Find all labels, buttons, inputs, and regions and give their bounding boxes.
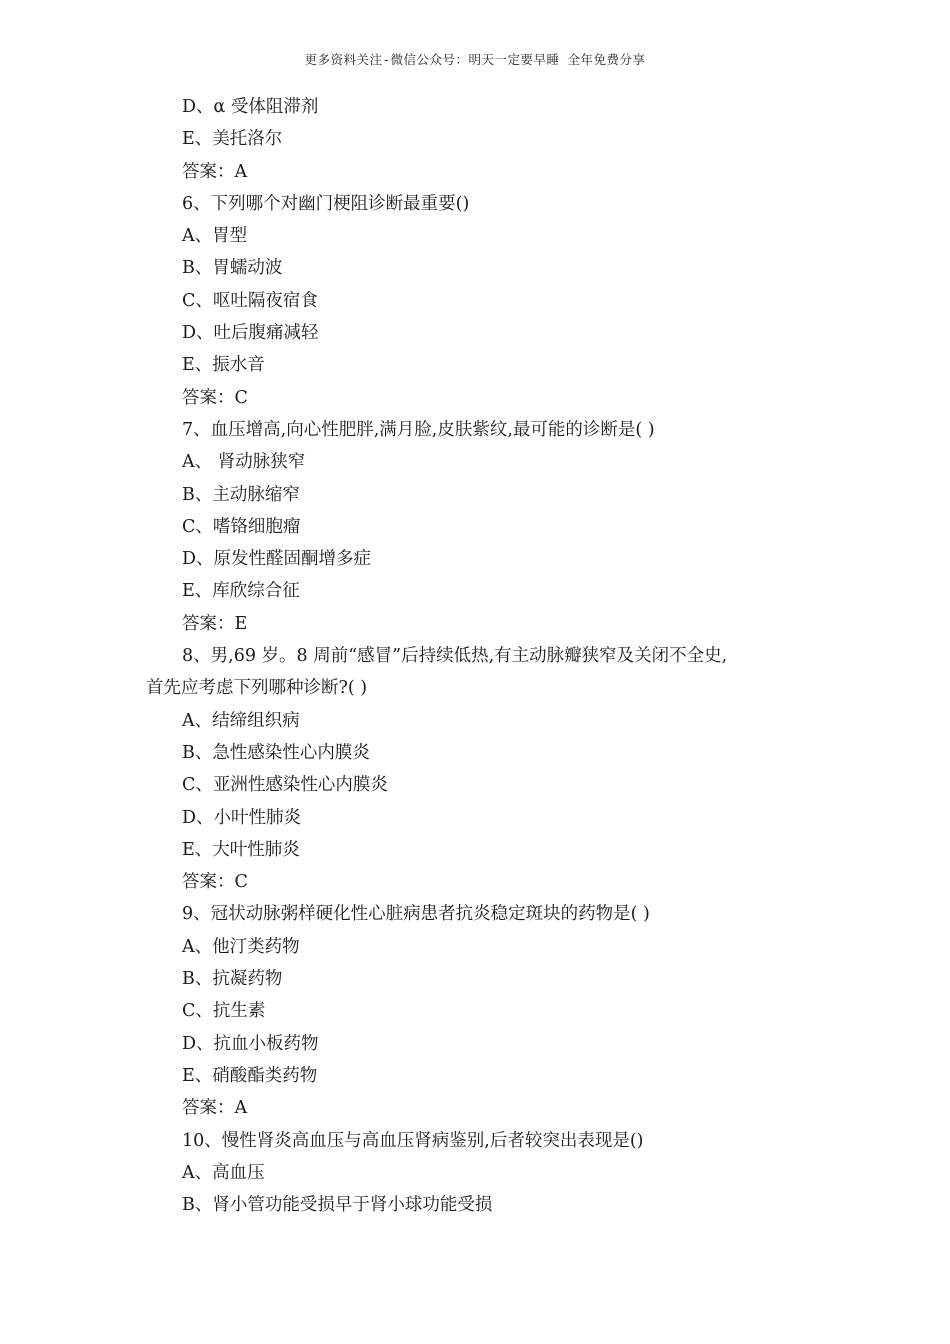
option-line: D、小叶性肺炎 xyxy=(182,807,302,828)
option-line: A、胃型 xyxy=(182,226,248,247)
question-line: 8、男,69 岁。8 周前“感冒”后持续低热,有主动脉瓣狭窄及关闭不全史, xyxy=(182,646,728,667)
option-line: B、主动脉缩窄 xyxy=(182,484,300,505)
option-line: E、大叶性肺炎 xyxy=(182,839,300,860)
option-line: A、高血压 xyxy=(182,1162,265,1183)
answer-line: 答案：C xyxy=(182,387,248,408)
option-line: B、胃蠕动波 xyxy=(182,258,283,279)
option-line: E、振水音 xyxy=(182,355,265,376)
option-line: A、 肾动脉狭窄 xyxy=(182,452,306,473)
option-line: A、结缔组织病 xyxy=(182,710,300,731)
option-line: B、急性感染性心内膜炎 xyxy=(182,742,370,763)
document-body xyxy=(146,91,806,1221)
option-line: E、美托洛尔 xyxy=(182,129,283,150)
question-line: 6、下列哪个对幽门梗阻诊断最重要() xyxy=(182,193,470,214)
question-line: 10、慢性肾炎高血压与高血压肾病鉴别,后者较突出表现是() xyxy=(182,1130,644,1151)
option-line: B、肾小管功能受损早于肾小球功能受损 xyxy=(182,1195,493,1216)
option-line: C、呕吐隔夜宿食 xyxy=(182,290,318,311)
option-line: D、原发性醛固酮增多症 xyxy=(182,549,372,570)
page-header: 更多资料关注-微信公众号：明天一定要早睡 全年免费分享 xyxy=(304,52,646,67)
option-line: B、抗凝药物 xyxy=(182,969,283,990)
option-line: E、库欣综合征 xyxy=(182,581,300,602)
question-line-continued: 首先应考虑下列哪种诊断?( ) xyxy=(146,678,368,699)
option-line: D、抗血小板药物 xyxy=(182,1033,319,1054)
option-line: C、抗生素 xyxy=(182,1001,266,1022)
option-line: A、他汀类药物 xyxy=(182,936,300,957)
answer-line: 答案：A xyxy=(182,1098,248,1119)
option-line: C、亚洲性感染性心内膜炎 xyxy=(182,775,388,796)
option-line: D、吐后腹痛减轻 xyxy=(182,323,319,344)
option-line: D、α 受体阻滞剂 xyxy=(182,97,319,117)
option-line: C、嗜铬细胞瘤 xyxy=(182,516,301,537)
question-line: 7、血压增高,向心性肥胖,满月脸,皮肤紫纹,最可能的诊断是( ) xyxy=(182,419,655,440)
answer-line: 答案：E xyxy=(182,613,248,634)
question-line: 9、冠状动脉粥样硬化性心脏病患者抗炎稳定斑块的药物是( ) xyxy=(182,904,650,925)
option-line: E、硝酸酯类药物 xyxy=(182,1065,318,1086)
answer-line: 答案：C xyxy=(182,872,248,893)
answer-line: 答案：A xyxy=(182,161,248,182)
